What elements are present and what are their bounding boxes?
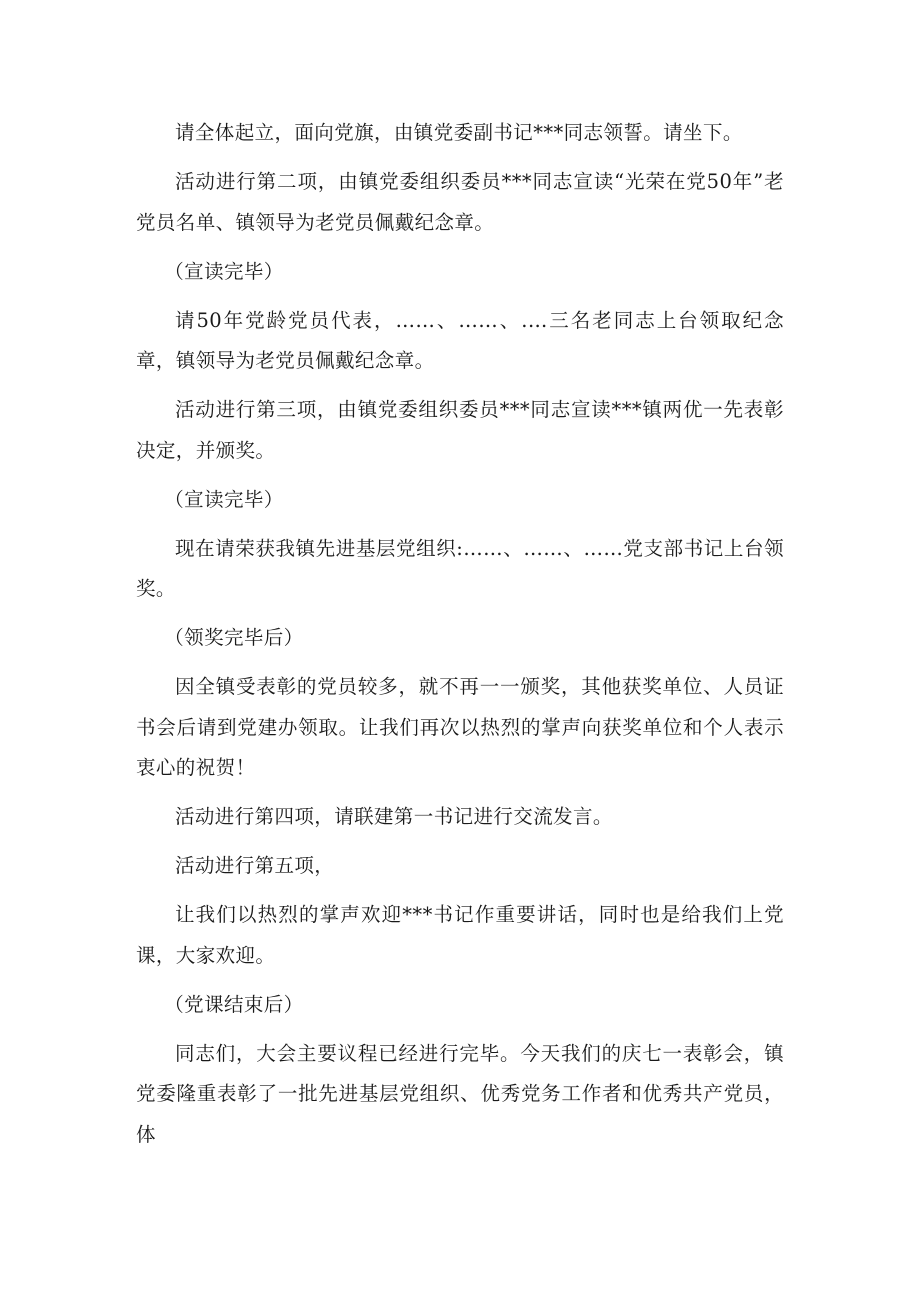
paragraph-certificates: 因全镇受表彰的党员较多，就不再一一颁奖，其他获奖单位、人员证书会后请到党建办领取。让我们再次以热烈的掌声向获奖单位和个人表示衷心的祝贺！ — [136, 675, 784, 779]
paragraph-welcome-speech: 让我们以热烈的掌声欢迎***书记作重要讲话，同时也是给我们上党课，大家欢迎。 — [136, 903, 784, 967]
paragraph-closing: 同志们，大会主要议程已经进行完毕。今天我们的庆七一表彰会，镇党委隆重表彰了一批先进基层党组织、优秀党务工作者和优秀共产党员，体 — [136, 1041, 784, 1146]
stage-note-awards-done: （领奖完毕后） — [164, 626, 304, 649]
paragraph-item-two: 活动进行第二项，由镇党委组织委员***同志宣读“光荣在党50年”老党员名单、镇领导为老党员佩戴纪念章。 — [136, 170, 784, 234]
stage-note-reading-done: （宣读完毕） — [164, 259, 284, 283]
stage-note-lecture-done: （党课结束后） — [164, 992, 304, 1016]
paragraph-oath: 请全体起立，面向党旗，由镇党委副书记***同志领誓。请坐下。 — [175, 121, 743, 144]
paragraph-veteran-representatives: 请50年党龄党员代表，……、……、.…三名老同志上台领取纪念章，镇领导为老党员佩戴纪念章。 — [136, 308, 784, 372]
paragraph-item-four: 活动进行第四项，请联建第一书记进行交流发言。 — [175, 805, 613, 828]
stage-note-reading-done-2: （宣读完毕） — [164, 487, 284, 511]
paragraph-item-three: 活动进行第三项，由镇党委组织委员***同志宣读***镇两优一先表彰决定，并颁奖。 — [136, 398, 784, 462]
document-body — [136, 113, 784, 1155]
paragraph-item-five: 活动进行第五项， — [175, 854, 335, 877]
paragraph-award-organizations: 现在请荣获我镇先进基层党组织:……、……、……党支部书记上台领奖。 — [136, 536, 784, 600]
